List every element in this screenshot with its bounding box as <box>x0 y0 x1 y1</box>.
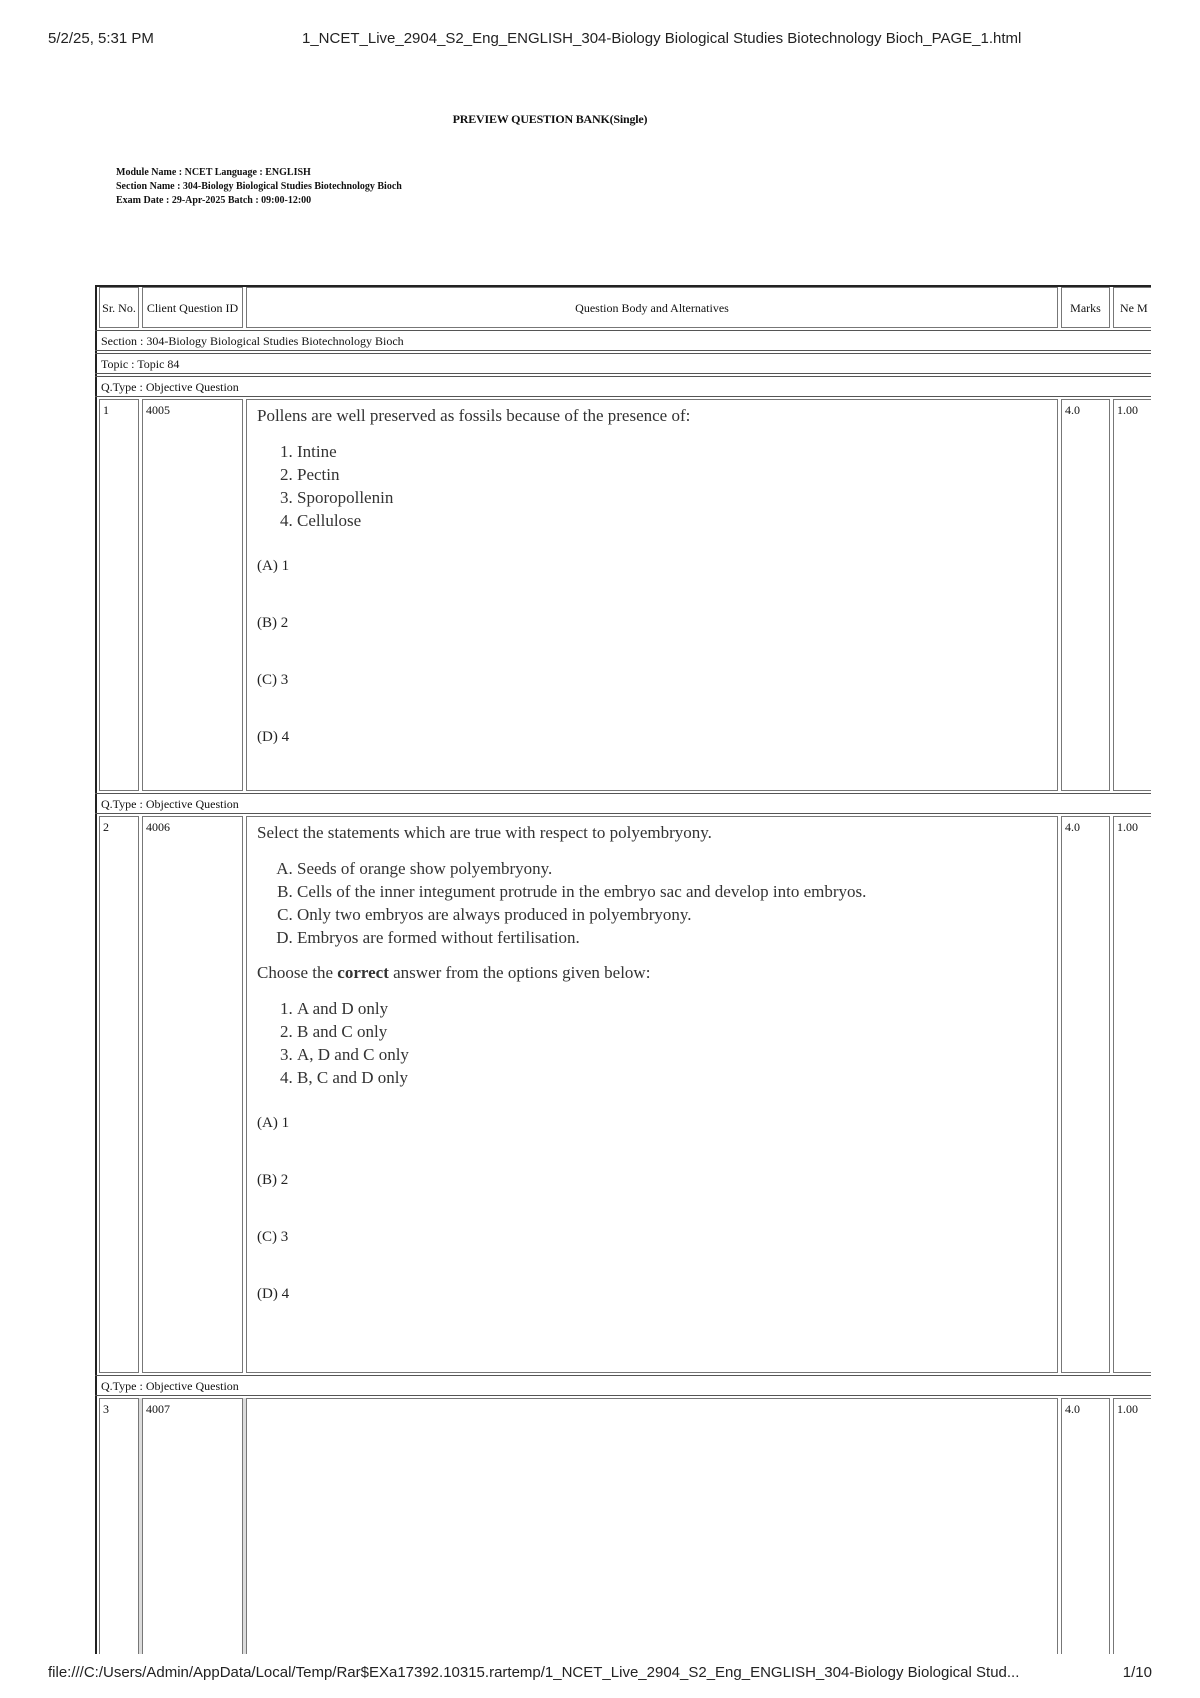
q1-neg-cell <box>1113 399 1151 791</box>
q2-stem: Select the statements which are true with respect to polyembryony. <box>257 823 712 842</box>
q1-option-d: (D) 4 <box>257 729 290 745</box>
row-divider <box>95 813 1151 814</box>
q2-marks: 4.0 <box>1065 820 1080 834</box>
q2-client-id: 4006 <box>146 820 170 834</box>
q1-stem: Pollens are well preserved as fossils because of the presence of: <box>257 406 691 425</box>
list-item: 1. Intine <box>297 440 1047 463</box>
q2-option-c: (C) 3 <box>257 1229 289 1245</box>
q1-sr-no: 1 <box>103 403 109 417</box>
q1-marks-cell <box>1061 399 1110 791</box>
q2-body <box>246 816 1058 1373</box>
list-item: 1. A and D only <box>297 997 1047 1020</box>
list-item: 3. A, D and C only <box>297 1043 1047 1066</box>
q1-qid-cell <box>142 399 243 791</box>
q3-sr-cell <box>99 1398 139 1654</box>
row-divider <box>95 1395 1151 1396</box>
q3-neg-cell <box>1113 1398 1151 1654</box>
meta-module-line: Module Name : NCET Language : ENGLISH <box>116 167 311 178</box>
qtype-row: Q.Type : Objective Question <box>101 1379 239 1393</box>
q1-options <box>257 558 1047 786</box>
q2-instruction-prefix: Choose the <box>257 963 338 982</box>
q1-item-list <box>257 440 1047 532</box>
q2-item-list <box>257 997 1047 1089</box>
print-page-number: 1/10 <box>1122 1664 1152 1681</box>
row-divider <box>95 376 1151 377</box>
q1-option-c: (C) 3 <box>257 672 289 688</box>
question-table <box>95 285 1151 1654</box>
print-file-url: file:///C:/Users/Admin/AppData/Local/Temp/Rar$EXa17392.10315.rartemp/1_NCET_Live_2904_S2_Eng_ENGLISH_304-Biology Biological Stud... <box>48 1664 1020 1681</box>
q1-body <box>246 399 1058 791</box>
q1-option-b: (B) 2 <box>257 615 289 631</box>
row-divider <box>95 1375 1151 1376</box>
q2-instruction <box>257 963 1047 983</box>
section-row: Section : 304-Biology Biological Studies Biotechnology Bioch <box>101 334 404 348</box>
q2-qid-cell <box>142 816 243 1373</box>
list-item: 2. Pectin <box>297 463 1047 486</box>
list-item: 4. Cellulose <box>297 509 1047 532</box>
q3-qid-cell <box>142 1398 243 1654</box>
list-item: 4. B, C and D only <box>297 1066 1047 1089</box>
topic-row: Topic : Topic 84 <box>101 357 180 371</box>
header-marks: Marks <box>1061 287 1110 328</box>
q3-client-id: 4007 <box>146 1402 170 1416</box>
list-item: D. Embryos are formed without fertilisation. <box>297 926 1047 949</box>
qtype-row: Q.Type : Objective Question <box>101 797 239 811</box>
print-footer <box>48 1664 1152 1684</box>
row-divider <box>95 350 1151 351</box>
list-item: A. Seeds of orange show polyembryony. <box>297 857 1047 880</box>
q3-body <box>246 1398 1058 1654</box>
q2-sr-cell <box>99 816 139 1373</box>
q1-option-a: (A) 1 <box>257 558 290 574</box>
header-client-question-id: Client Question ID <box>142 287 243 328</box>
row-divider <box>95 330 1151 331</box>
q1-negative-marks: 1.00 <box>1117 403 1138 417</box>
module-meta <box>116 166 402 208</box>
meta-exam-line: Exam Date : 29-Apr-2025 Batch : 09:00-12:00 <box>116 195 312 206</box>
q2-sr-no: 2 <box>103 820 109 834</box>
q2-instruction-bold: correct <box>337 963 389 982</box>
row-divider <box>95 373 1151 374</box>
q1-marks: 4.0 <box>1065 403 1080 417</box>
header-negative-marks: Ne M <box>1113 287 1151 328</box>
list-item: B. Cells of the inner integument protrude in the embryo sac and develop into embryos. <box>297 880 1047 903</box>
q2-option-b: (B) 2 <box>257 1172 289 1188</box>
print-header <box>48 30 1152 50</box>
page-title: PREVIEW QUESTION BANK(Single) <box>452 112 648 126</box>
table-border-left <box>95 285 97 1654</box>
q1-sr-cell <box>99 399 139 791</box>
q2-options <box>257 1115 1047 1343</box>
print-doc-title: 1_NCET_Live_2904_S2_Eng_ENGLISH_304-Biology Biological Studies Biotechnology Bioch_PAGE_1.html <box>302 30 1022 47</box>
q2-statement-list <box>257 857 1047 949</box>
qtype-row: Q.Type : Objective Question <box>101 380 239 394</box>
q3-negative-marks: 1.00 <box>1117 1402 1138 1416</box>
q2-marks-cell <box>1061 816 1110 1373</box>
q1-client-id: 4005 <box>146 403 170 417</box>
print-datetime: 5/2/25, 5:31 PM <box>48 30 154 47</box>
q3-marks: 4.0 <box>1065 1402 1080 1416</box>
row-divider <box>95 353 1151 354</box>
q2-option-d: (D) 4 <box>257 1286 290 1302</box>
list-item: 3. Sporopollenin <box>297 486 1047 509</box>
q3-marks-cell <box>1061 1398 1110 1654</box>
q2-instruction-suffix: answer from the options given below: <box>388 963 651 982</box>
row-divider <box>95 793 1151 794</box>
q3-sr-no: 3 <box>103 1402 109 1416</box>
header-sr-no: Sr. No. <box>99 287 139 328</box>
header-question-body: Question Body and Alternatives <box>246 287 1058 328</box>
q2-neg-cell <box>1113 816 1151 1373</box>
meta-section-line: Section Name : 304-Biology Biological Studies Biotechnology Bioch <box>116 181 402 192</box>
q2-negative-marks: 1.00 <box>1117 820 1138 834</box>
row-divider <box>95 396 1151 397</box>
list-item: 2. B and C only <box>297 1020 1047 1043</box>
list-item: C. Only two embryos are always produced in polyembryony. <box>297 903 1047 926</box>
q2-option-a: (A) 1 <box>257 1115 290 1131</box>
